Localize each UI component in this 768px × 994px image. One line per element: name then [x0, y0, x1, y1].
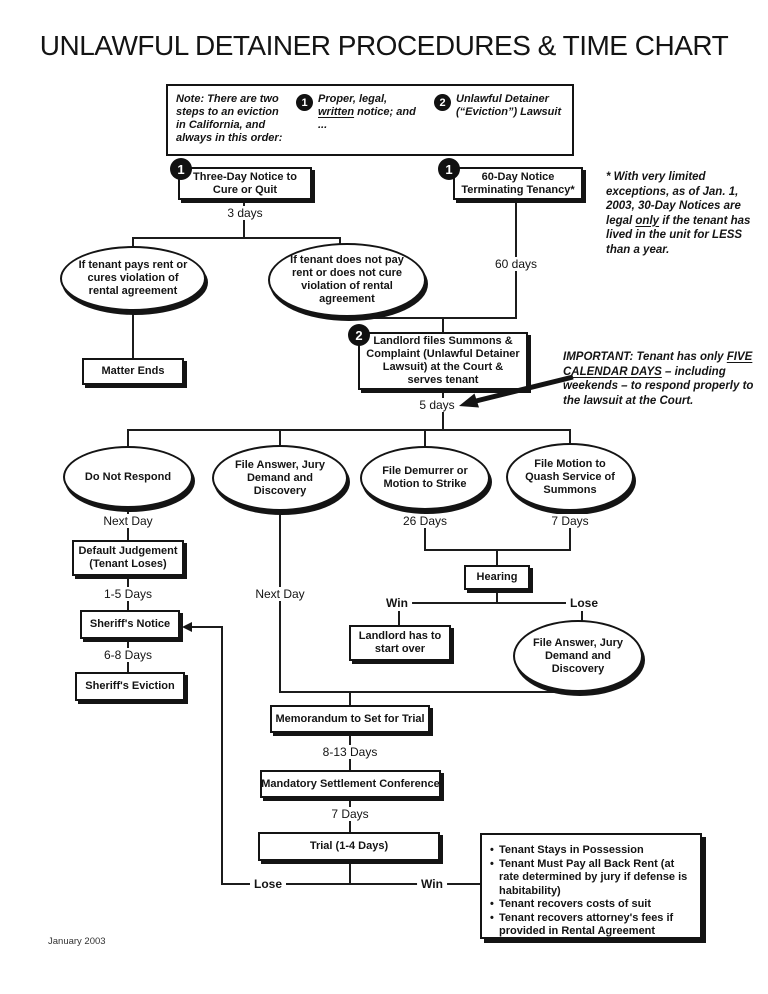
outcome-item [490, 898, 692, 912]
important-post: – including weekends – to respond properly to the lawsuit at the Court. [563, 365, 754, 407]
outcome-item [490, 844, 692, 858]
outcome-item [490, 912, 692, 939]
node-tenant-pays: If tenant pays rent or cures violation of rental agreement [60, 246, 206, 311]
node-file-demurrer: File Demurrer or Motion to Strike [360, 446, 490, 510]
flow-line [424, 429, 426, 447]
footnote-pre: * With very limited exceptions, as of Jan. 1, 2003, 30-Day Notices are legal [606, 171, 741, 227]
node-settlement-conference: Mandatory Settlement Conference [260, 770, 441, 798]
important-note [563, 350, 763, 408]
edge-label-win-hearing: Win [382, 596, 412, 610]
flow-line [442, 317, 444, 332]
node-sheriffs-eviction: Sheriff's Eviction [75, 672, 185, 701]
bullet-icon: • [490, 898, 494, 910]
outcome-item [490, 858, 692, 899]
important-arrow-icon [458, 372, 576, 414]
step-2-number-badge: 2 [434, 94, 451, 111]
edge-label-lose-hearing: Lose [566, 596, 602, 610]
edge-label-26-days: 26 Days [399, 514, 451, 528]
flow-line [412, 602, 570, 604]
flow-line [398, 611, 400, 625]
bullet-icon: • [490, 857, 494, 870]
node-tenant-does-not-pay: If tenant does not pay rent or does not cure violation of rental agreement [268, 243, 426, 317]
node-do-not-respond: Do Not Respond [63, 446, 193, 508]
node-hearing: Hearing [464, 565, 530, 590]
important-underlined: FIVE CALENDAR DAYS [563, 351, 753, 378]
node-landlord-files: Landlord files Summons & Complaint (Unlawful Detainer Lawsuit) at the Court & serves tenant [358, 332, 528, 390]
legend-step-1-pre: Proper, legal, [318, 93, 388, 105]
flow-line [496, 549, 498, 565]
edge-label-1-5-days: 1-5 Days [100, 587, 156, 601]
node-default-judgement: Default Judgement (Tenant Loses) [72, 540, 184, 576]
important-pre: IMPORTANT: Tenant has only [563, 351, 727, 363]
outcome-text: Tenant Must Pay all Back Rent (at rate determined by jury if defense is habitability) [499, 857, 688, 897]
footnote-post: if the tenant has lived in the unit for LESS than a year. [606, 214, 751, 256]
flow-line [279, 509, 281, 693]
legend-note-box [166, 84, 574, 156]
outcome-text: Tenant Stays in Possession [499, 844, 644, 856]
footnote-underlined: only [635, 214, 660, 227]
bullet-icon: • [490, 844, 494, 856]
thirty-day-footnote [606, 170, 764, 257]
landlord-files-step-badge: 2 [348, 324, 370, 346]
flow-line [349, 691, 351, 705]
flow-line [190, 626, 223, 628]
outcome-text: Tenant recovers costs of suit [499, 898, 652, 910]
trial-win-outcomes-box [480, 833, 702, 939]
legend-step-2 [434, 93, 564, 119]
flow-line [127, 429, 571, 431]
sixty-day-step-badge: 1 [438, 158, 460, 180]
node-trial: Trial (1-4 Days) [258, 832, 440, 861]
edge-label-5-days: 5 days [415, 398, 458, 412]
edge-label-7-days-2: 7 Days [327, 807, 372, 821]
three-day-step-badge: 1 [170, 158, 192, 180]
edge-label-3-days: 3 days [223, 206, 266, 220]
edge-label-6-8-days: 6-8 Days [100, 648, 156, 662]
edge-label-win-trial: Win [417, 877, 447, 891]
bullet-icon: • [490, 911, 494, 924]
node-sheriffs-notice: Sheriff's Notice [80, 610, 180, 639]
outcome-text: Tenant recovers attorney's fees if provided in Rental Agreement [499, 911, 674, 937]
legend-step-1-underlined: written [318, 106, 355, 118]
edge-label-lose-trial: Lose [250, 877, 286, 891]
legend-step-1-text [318, 93, 426, 132]
flow-line [132, 237, 341, 239]
node-file-quash: File Motion to Quash Service of Summons [506, 443, 634, 511]
node-three-day-notice: Three-Day Notice to Cure or Quit [178, 167, 312, 200]
flow-line [349, 861, 351, 885]
footer-date: January 2003 [48, 936, 106, 947]
node-memorandum: Memorandum to Set for Trial [270, 705, 430, 733]
edge-label-60-days: 60 days [491, 257, 541, 271]
edge-label-next-day-2: Next Day [251, 587, 308, 601]
node-file-answer: File Answer, Jury Demand and Discovery [212, 445, 348, 511]
edge-label-7-days: 7 Days [547, 514, 592, 528]
flow-line [132, 311, 134, 358]
legend-step-2-text: Unlawful Detainer (“Eviction”) Lawsuit [456, 93, 562, 118]
legend-intro-text: Note: There are two steps to an eviction in California, and always in this order: [176, 93, 283, 144]
node-landlord-start-over: Landlord has to start over [349, 625, 451, 661]
flow-line [279, 691, 580, 693]
arrowhead-icon [182, 622, 192, 632]
flow-line [279, 429, 281, 446]
node-matter-ends: Matter Ends [82, 358, 184, 385]
legend-step-1 [296, 93, 426, 132]
flow-line [349, 317, 517, 319]
edge-label-8-13-days: 8-13 Days [319, 745, 382, 759]
page-title: UNLAWFUL DETAINER PROCEDURES & TIME CHART [39, 30, 729, 61]
node-file-answer-2: File Answer, Jury Demand and Discovery [513, 620, 643, 692]
node-sixty-day-notice: 60-Day Notice Terminating Tenancy* [453, 167, 583, 200]
step-1-number-badge: 1 [296, 94, 313, 111]
legend-step-1-post: notice; and ... [318, 106, 416, 131]
flow-line [221, 626, 223, 885]
edge-label-next-day: Next Day [99, 514, 156, 528]
